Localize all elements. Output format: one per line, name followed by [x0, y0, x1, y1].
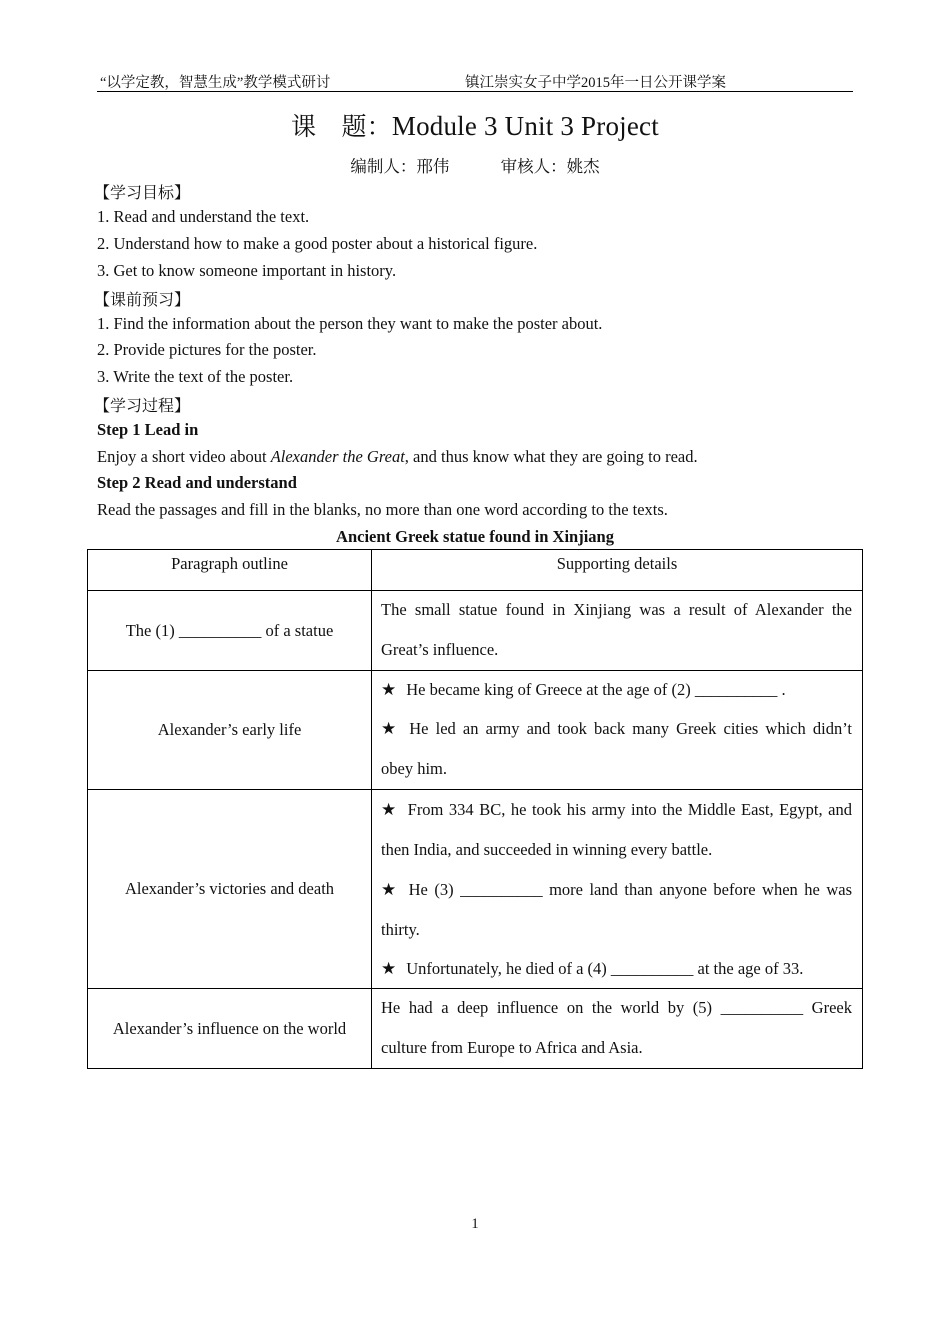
- star-icon: ★: [381, 959, 397, 979]
- step1-title: Step 1 Lead in: [97, 420, 199, 439]
- editor: 编制人：邢伟: [350, 157, 450, 176]
- detail-bullet: ★ He led an army and took back many Greek cities which didn’t obey him.: [381, 719, 852, 778]
- row-outline: The (1) __________ of a statue: [88, 591, 372, 671]
- detail-text: The small statue found in Xinjiang was a result of Alexander the Great’s influence.: [381, 600, 852, 659]
- outline-table: [87, 549, 863, 1069]
- reviewer: 审核人：姚杰: [500, 157, 600, 176]
- title-text: Module 3 Unit 3 Project: [391, 111, 659, 141]
- star-icon: ★: [381, 880, 399, 900]
- objectives-heading: 【学习目标】: [94, 183, 191, 202]
- header-right-text: 镇江崇实女子中学2015年一日公开课学案: [465, 75, 726, 91]
- row-details: [372, 989, 863, 1069]
- detail-text: He had a deep influence on the world by (5) __________ Greek culture from Europe to Africa and Asia.: [381, 998, 852, 1057]
- step2-title: Step 2 Read and understand: [97, 473, 297, 492]
- objective-item: 3. Get to know someone important in history.: [97, 261, 397, 280]
- star-icon: ★: [381, 680, 397, 700]
- row-details: [372, 591, 863, 671]
- table-row: [88, 671, 863, 790]
- detail-bullet: ★ Unfortunately, he died of a (4) __________ at the age of 33.: [381, 959, 804, 979]
- star-icon: ★: [381, 719, 400, 739]
- objective-item: 2. Understand how to make a good poster about a historical figure.: [97, 234, 538, 253]
- table-title: Ancient Greek statue found in Xinjiang: [336, 527, 614, 546]
- page-number: 1: [471, 1216, 479, 1232]
- star-icon: ★: [381, 800, 398, 820]
- table-header-row: [88, 550, 863, 591]
- title-label: 课 题：: [291, 112, 392, 141]
- page-title: [0, 107, 950, 143]
- header-paragraph-outline: Paragraph outline: [88, 550, 372, 591]
- page-header: [97, 71, 853, 92]
- step2-text: Read the passages and fill in the blanks, no more than one word according to the texts.: [97, 500, 668, 519]
- step1-italic-title: Alexander the Great: [270, 447, 405, 466]
- row-details: [372, 790, 863, 989]
- authors: [0, 153, 950, 177]
- row-outline: Alexander’s victories and death: [88, 790, 372, 989]
- preview-item: 3. Write the text of the poster.: [97, 367, 294, 386]
- detail-bullet: ★ He became king of Greece at the age of (2) __________ .: [381, 680, 786, 700]
- preview-heading: 【课前预习】: [94, 290, 191, 309]
- objective-item: 1. Read and understand the text.: [97, 207, 310, 226]
- header-left-text: “以学定教，智慧生成”教学模式研讨: [100, 75, 331, 91]
- row-outline: Alexander’s early life: [88, 671, 372, 790]
- preview-item: 2. Provide pictures for the poster.: [97, 340, 317, 359]
- detail-bullet: ★ From 334 BC, he took his army into the Middle East, Egypt, and then India, and succeeded in winning every battle.: [381, 800, 852, 859]
- table-row: [88, 989, 863, 1069]
- table-row: [88, 591, 863, 671]
- step1-text: Enjoy a short video about Alexander the Great, and thus know what they are going to read.: [97, 447, 698, 466]
- table-row: [88, 790, 863, 989]
- process-heading: 【学习过程】: [94, 396, 191, 415]
- header-supporting-details: Supporting details: [372, 550, 863, 591]
- row-details: [372, 671, 863, 790]
- preview-item: 1. Find the information about the person they want to make the poster about.: [97, 314, 603, 333]
- row-outline: Alexander’s influence on the world: [88, 989, 372, 1069]
- detail-bullet: ★ He (3) __________ more land than anyone before when he was thirty.: [381, 880, 852, 939]
